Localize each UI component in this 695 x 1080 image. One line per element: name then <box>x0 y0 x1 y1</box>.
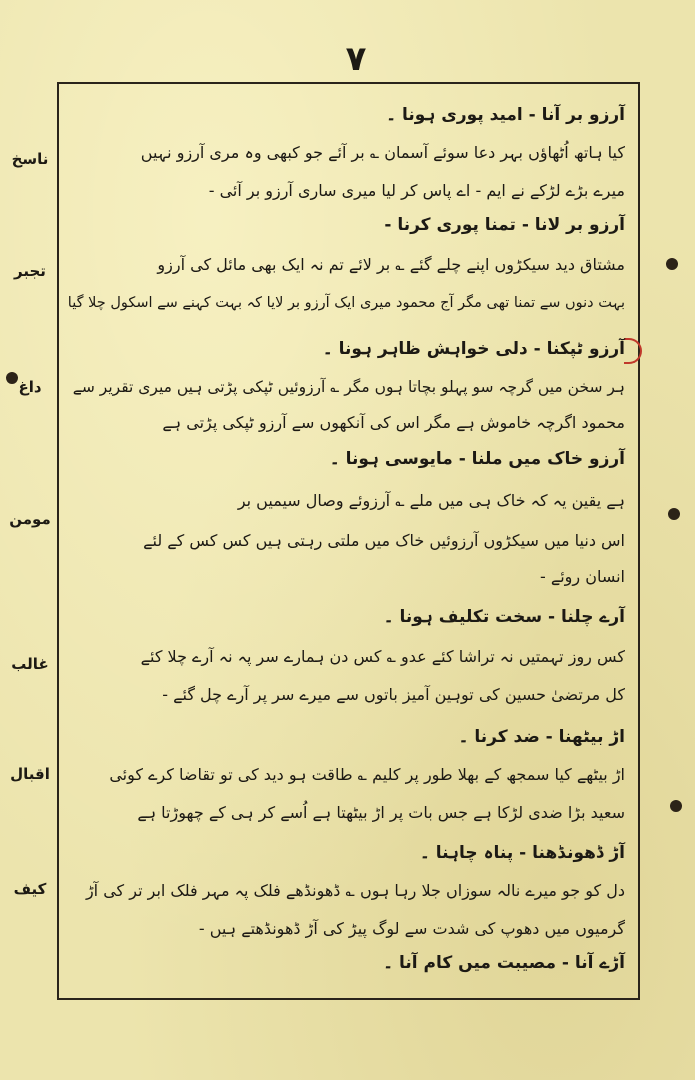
binding-hole <box>666 258 678 270</box>
margin-poet-name: غالب <box>11 655 49 673</box>
verse-line: کیا ہاتھ اُٹھاؤں بہر دعا سوئے آسمان ؎ بر آئے جو کبھی وہ مری آرزو نہیں <box>140 143 625 162</box>
example-sentence: محمود اگرچہ خاموش ہے مگر اس کی آنکھوں سے آرزو ٹپکی پڑتی ہے <box>162 413 625 432</box>
margin-poet-name: اقبال <box>10 765 50 783</box>
example-sentence: سعید بڑا ضدی لڑکا ہے جس بات پر اڑ بیٹھتا ہے اُسے کر ہی کے چھوڑتا ہے <box>137 803 625 822</box>
idiom-heading: آرے چلنا - سخت تکلیف ہونا ۔ <box>383 607 625 627</box>
margin-poet-name: مومن <box>9 510 51 528</box>
verse-line: اڑ بیٹھے کیا سمجھ کے بھلا طور پر کلیم ؎ طاقت ہو دید کی تو تقاضا کرے کوئی <box>109 765 625 784</box>
example-sentence: میرے بڑے لڑکے نے ایم - اے پاس کر لیا میری ساری آرزو بر آئی - <box>208 181 625 200</box>
idiom-heading: آرزو بر لانا - تمنا پوری کرنا - <box>384 215 625 235</box>
idiom-heading: آڑے آنا - مصیبت میں کام آنا ۔ <box>383 953 625 973</box>
example-sentence: کل مرتضیٰ حسین کی توہین آمیز باتوں سے میرے سر پر آرے چل گئے - <box>162 685 625 704</box>
verse-line: کس روز تہمتیں نہ تراشا کئے عدو ؎ کس دن ہمارے سر پہ نہ آرے چلا کئے <box>140 647 625 666</box>
page-number: ٧ <box>345 39 367 79</box>
margin-poet-name: داغ <box>18 378 42 396</box>
binding-hole <box>668 508 680 520</box>
example-sentence: بہت دنوں سے تمنا تھی مگر آج محمود میری ایک آرزو بر لایا کہ بہت کہنے سے اسکول چلا گیا <box>67 295 625 311</box>
example-sentence: گرمیوں میں دھوپ کی شدت سے لوگ پیڑ کی آڑ ڈھونڈھتے ہیں - <box>198 919 625 938</box>
example-sentence: انسان روئے - <box>539 567 625 586</box>
idiom-heading: آرزو بر آنا - امید پوری ہونا ۔ <box>386 105 625 125</box>
margin-poet-name: تجبر <box>14 262 46 280</box>
verse-line: ہے یقین یہ کہ خاک ہی میں ملے ؎ آرزوئے وصال سیمیں بر <box>237 491 625 510</box>
verse-line: مشتاق دید سیکڑوں اپنے چلے گئے ؎ بر لائے تم نہ ایک بھی مائل کی آرزو <box>157 255 625 274</box>
margin-poet-name: کیف <box>13 880 47 898</box>
idiom-heading: آڑ ڈھونڈھنا - پناہ چاہنا ۔ <box>419 843 625 863</box>
binding-hole <box>670 800 682 812</box>
idiom-heading: اڑ بیٹھنا - ضد کرنا ۔ <box>458 727 625 747</box>
verse-line: ہر سخن میں گرچہ سو پہلو بچاتا ہوں مگر ؎ آرزوئیں ٹپکی پڑتی ہیں میری تقریر سے <box>72 378 625 396</box>
example-sentence: اس دنیا میں سیکڑوں آرزوئیں خاک میں ملتی رہتی ہیں کس کس کے لئے <box>143 531 625 550</box>
verse-line: دل کو جو میرے نالہ سوزاں جلا رہا ہوں ؎ ڈھونڈھے فلک پہ مہر فلک ابر تر کی آڑ <box>85 881 625 900</box>
idiom-heading: آرزو خاک میں ملنا - مایوسی ہونا ۔ <box>329 449 625 469</box>
idiom-heading: آرزو ٹپکنا - دلی خواہش ظاہر ہونا ۔ <box>322 339 625 359</box>
margin-poet-name: ناسخ <box>11 150 49 168</box>
